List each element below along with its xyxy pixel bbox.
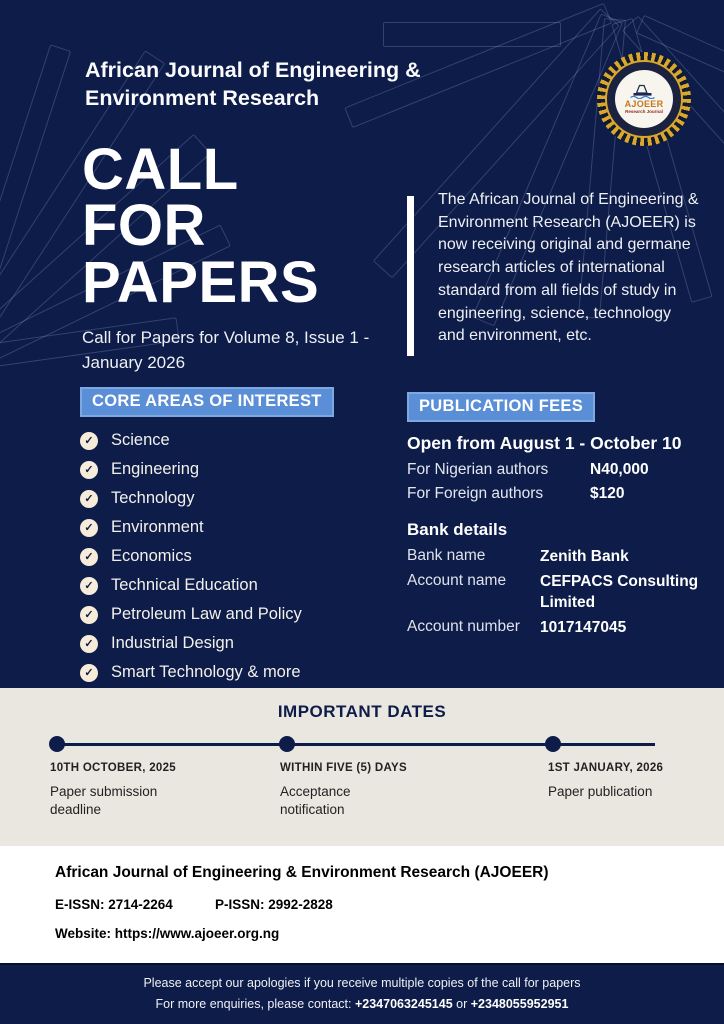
phone-number: +2348055952951 [470, 997, 569, 1011]
fees-table [407, 461, 649, 509]
apology-notice: Please accept our apologies if you receive multiple copies of the call for papers [143, 976, 581, 990]
journal-title: African Journal of Engineering & Environment Research [85, 58, 421, 111]
list-item: ✓ Environment [80, 518, 302, 537]
important-dates-section [0, 688, 724, 846]
issn-row [55, 897, 724, 912]
check-icon: ✓ [80, 490, 98, 508]
check-icon: ✓ [80, 519, 98, 537]
list-item: ✓ Economics [80, 547, 302, 566]
check-icon: ✓ [80, 635, 98, 653]
check-icon: ✓ [80, 664, 98, 682]
core-areas-heading: CORE AREAS OF INTEREST [80, 387, 334, 417]
table-row: Account number 1017147045 [407, 618, 627, 637]
table-row: Account name CEFPACS Consulting Limited [407, 572, 699, 611]
check-icon: ✓ [80, 577, 98, 595]
timeline-dot [49, 736, 65, 752]
table-row: Bank name Zenith Bank [407, 547, 629, 565]
list-item: ✓ Science [80, 431, 302, 450]
logo-subtitle: Research Journal [625, 109, 663, 114]
e-issn: E-ISSN: 2714-2264 [55, 897, 173, 912]
milestone-acceptance-notification: WITHIN FIVE (5) DAYS Acceptance notification [280, 762, 407, 818]
logo-center [615, 70, 673, 128]
table-row: For Foreign authors $120 [407, 485, 625, 502]
website-url: Website: https://www.ajoeer.org.ng [55, 926, 280, 941]
check-icon: ✓ [80, 432, 98, 450]
core-areas-list [80, 431, 302, 688]
bank-details-table [407, 547, 720, 644]
list-item: ✓ Technical Education [80, 576, 302, 595]
check-icon: ✓ [80, 461, 98, 479]
list-item: ✓ Engineering [80, 460, 302, 479]
call-for-papers-title: CALL FOR PAPERS [82, 137, 320, 315]
volume-issue-subtitle: Call for Papers for Volume 8, Issue 1 - January 2026 [82, 328, 370, 372]
phone-number: +2347063245145 [354, 997, 453, 1011]
check-icon: ✓ [80, 548, 98, 566]
submission-window: Open from August 1 - October 10 [407, 433, 682, 453]
timeline-line [56, 743, 655, 746]
table-row: For Nigerian authors N40,000 [407, 461, 649, 478]
check-icon: ✓ [80, 606, 98, 624]
logo-name: AJOEER [624, 99, 664, 109]
publication-fees-heading: PUBLICATION FEES [407, 392, 595, 422]
journal-description: The African Journal of Engineering & Environment Research (AJOEER) is now receiving original and germane research articles of international standard from all fields of study in engineering, science, technology and environment, etc. [438, 191, 699, 345]
milestone-paper-publication: 1ST JANUARY, 2026 Paper publication [548, 762, 664, 799]
timeline-dot [279, 736, 295, 752]
timeline-dot [545, 736, 561, 752]
list-item: ✓ Smart Technology & more [80, 663, 302, 682]
bank-details-heading: Bank details [407, 520, 508, 539]
ajoeer-logo [597, 52, 691, 146]
p-issn: P-ISSN: 2992-2828 [215, 897, 333, 912]
bottom-notice-bar [0, 963, 724, 1024]
oil-rig-icon [629, 84, 659, 99]
footer-info-section [0, 846, 724, 963]
logo-ring [605, 60, 683, 138]
important-dates-heading: IMPORTANT DATES [277, 702, 447, 721]
list-item: ✓ Technology [80, 489, 302, 508]
list-item: ✓ Petroleum Law and Policy [80, 605, 302, 624]
list-item: ✓ Industrial Design [80, 634, 302, 653]
contact-line: For more enquiries, please contact: +2347063245145 or +2348055952951 [155, 997, 569, 1011]
vertical-accent-bar [407, 196, 414, 356]
milestone-submission-deadline: 10TH OCTOBER, 2025 Paper submission deadline [50, 762, 176, 818]
footer-journal-name: African Journal of Engineering & Environment Research (AJOEER) [55, 864, 549, 881]
